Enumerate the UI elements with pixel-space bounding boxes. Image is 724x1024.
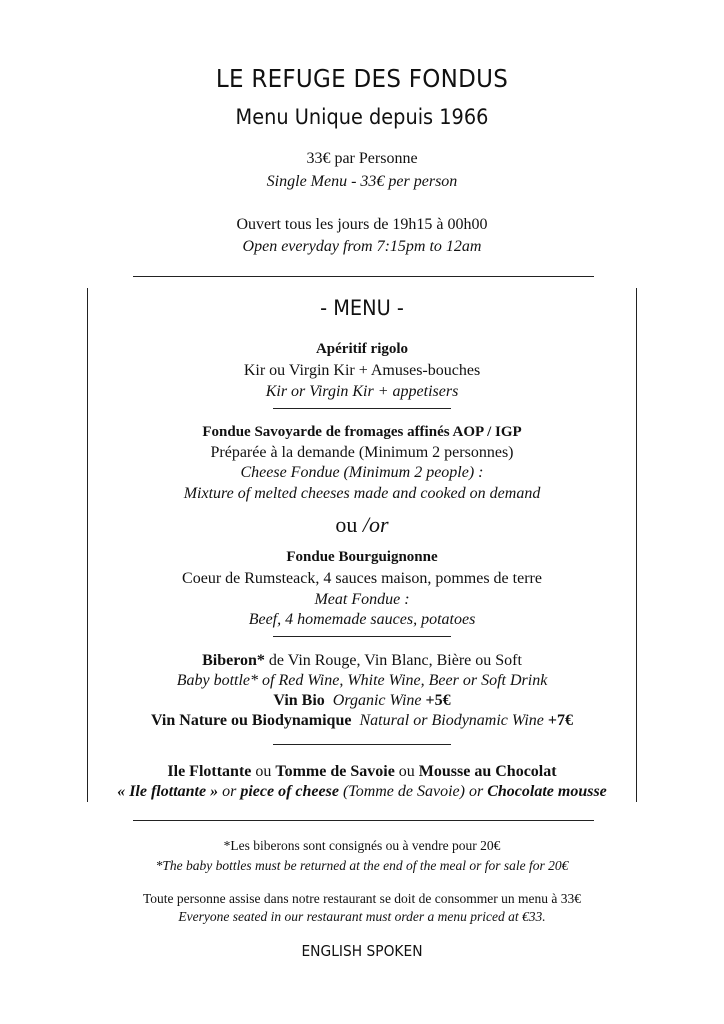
dessert-ou-1: ou [251, 763, 276, 780]
section-divider [273, 636, 451, 637]
menu-heading: - MENU - [320, 296, 404, 320]
order-rule-fr: Toute personne assise dans notre restaurant se doit de consommer un menu à 33€ [142, 891, 582, 906]
fondue-savoyarde-title: Fondue Savoyarde de fromages affinés AOP / IGP [202, 424, 522, 440]
vin-bio-line [0, 690, 724, 711]
biberon-line [0, 650, 724, 671]
ile-flottante-fr: Ile Flottante [167, 763, 252, 780]
dessert-or-1: or [218, 783, 241, 800]
biberon-en: Baby bottle* of Red Wine, White Wine, Beer or Soft Drink [176, 672, 548, 689]
dessert-fr-line [0, 761, 724, 782]
biberon-bold: Biberon* [202, 652, 265, 669]
fondue-bourguignonne-en-2: Beef, 4 homemade sauces, potatoes [248, 611, 476, 628]
vin-bio-price: +5€ [425, 692, 451, 709]
biberon-note-fr: *Les biberons sont consignés ou à vendre pour 20€ [223, 838, 501, 853]
dessert-tomme-paren: (Tomme de Savoie) or [338, 783, 488, 800]
aperitif-en: Kir or Virgin Kir + appetisers [265, 383, 459, 400]
price-fr: 33€ par Personne [306, 150, 418, 167]
dessert-ou-2: ou [394, 763, 419, 780]
vin-nature-en: Natural or Biodynamic Wine [359, 712, 544, 729]
fondue-savoyarde-en-1: Cheese Fondue (Minimum 2 people) : [240, 464, 484, 481]
hours-en: Open everyday from 7:15pm to 12am [242, 238, 482, 255]
order-rule-en: Everyone seated in our restaurant must order a menu priced at €33. [178, 909, 546, 924]
vin-bio-en: Organic Wine [332, 692, 422, 709]
footer-divider [133, 820, 594, 821]
dessert-en-line [0, 781, 724, 802]
menu-subtitle: Menu Unique depuis 1966 [235, 105, 489, 129]
header-divider [133, 276, 594, 277]
restaurant-title: LE REFUGE DES FONDUS [215, 64, 509, 93]
fondue-savoyarde-fr: Préparée à la demande (Minimum 2 personnes) [210, 444, 514, 461]
biberon-rest: de Vin Rouge, Vin Blanc, Bière ou Soft [264, 652, 522, 669]
vin-nature-bold: Vin Nature ou Biodynamique [150, 712, 352, 729]
hours-fr: Ouvert tous les jours de 19h15 à 00h00 [236, 216, 488, 233]
mousse-en: Chocolate mousse [487, 783, 607, 800]
vin-nature-price: +7€ [547, 712, 574, 729]
ile-flottante-en: « Ile flottante » [117, 783, 219, 800]
or-fr: ou [335, 512, 363, 537]
fondue-bourguignonne-fr: Coeur de Rumsteack, 4 sauces maison, pommes de terre [182, 570, 542, 587]
fondue-savoyarde-en-2: Mixture of melted cheeses made and cooked on demand [183, 485, 541, 502]
cheese-en: piece of cheese [240, 783, 339, 800]
fondue-bourguignonne-en-1: Meat Fondue : [314, 591, 410, 608]
or-en: /or [362, 512, 389, 537]
aperitif-fr: Kir ou Virgin Kir + Amuses-bouches [243, 362, 481, 379]
english-spoken: ENGLISH SPOKEN [301, 942, 423, 960]
price-en: Single Menu - 33€ per person [266, 173, 458, 190]
section-divider [273, 408, 451, 409]
fondue-bourguignonne-title: Fondue Bourguignonne [286, 549, 438, 565]
vin-nature-line [0, 710, 724, 731]
mousse-fr: Mousse au Chocolat [418, 763, 557, 780]
tomme-fr: Tomme de Savoie [275, 763, 395, 780]
vin-bio-bold: Vin Bio [273, 692, 325, 709]
aperitif-title: Apéritif rigolo [315, 341, 409, 357]
biberon-note-en: *The baby bottles must be returned at the end of the meal or for sale for 20€ [155, 858, 569, 873]
or-separator [0, 511, 724, 539]
section-divider [273, 744, 451, 745]
